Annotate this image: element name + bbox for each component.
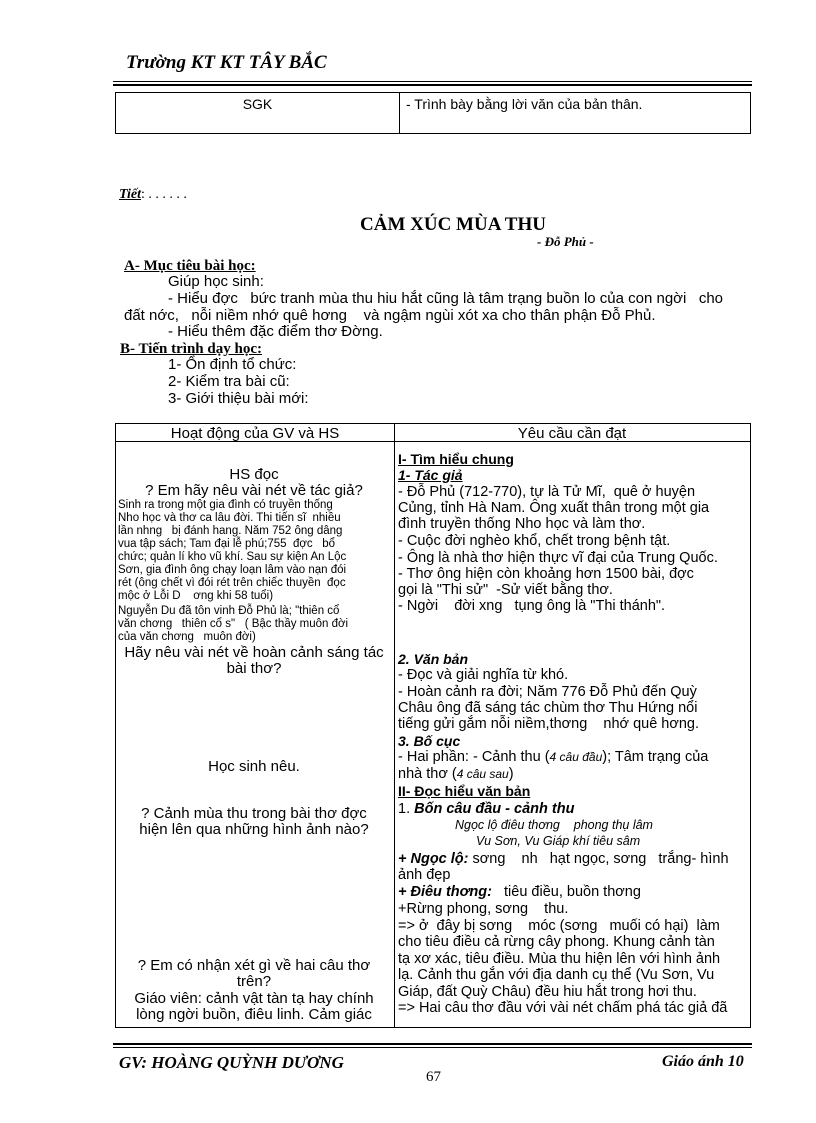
- analysis-line: => ở đây bị sơng móc (sơng muối có hại) làm: [398, 918, 720, 934]
- bio-line: Nguyễn Du đã tôn vinh Đỗ Phủ là; "thiên cổ: [118, 605, 340, 617]
- text-run: nhà thơ (: [398, 766, 457, 782]
- header-divider: [113, 81, 752, 82]
- text-run: 4 câu đầu: [549, 750, 603, 764]
- subsection-first-four: [398, 801, 574, 817]
- analysis-ngoc-lo: [398, 851, 729, 867]
- structure-line: [398, 749, 708, 765]
- text-run: ): [508, 766, 514, 782]
- text-run: 4 câu sau: [456, 767, 509, 781]
- subsection-text: 2. Văn bản: [398, 651, 469, 667]
- fact-line: - Thơ ông hiện còn khoảng hơn 1500 bài, đợc: [398, 566, 694, 582]
- column-header-activities: Hoạt động của GV và HS: [170, 425, 340, 442]
- analysis-line: tạ xơ xác, tiêu điều. Mùa thu hiện lên với hình ảnh: [398, 951, 721, 967]
- objective-line: - Hiểu đợc bức tranh mùa thu hiu hắt cũng là tâm trạng buồn lo của con ngời cho: [168, 290, 724, 307]
- text-run: ); Tâm trạng của: [602, 749, 709, 765]
- objective-line: đất nớc, nỗi niềm nhớ quê hơng và ngậm ngùi xót xa cho thân phận Đỗ Phủ.: [124, 307, 656, 324]
- text-run: 1.: [398, 801, 411, 817]
- question-line: hiện lên qua những hình ảnh nào?: [139, 821, 369, 838]
- fact-line: - Đọc và giải nghĩa từ khó.: [398, 667, 569, 683]
- fact-line: - Ngời đời xng tụng ông là "Thi thánh".: [398, 598, 666, 614]
- header-divider-thick: [113, 84, 752, 86]
- bio-line: văn chơng thiên cổ s" ( Bậc thầy muôn đời: [118, 618, 349, 630]
- analysis-line: cho tiêu điều cả rừng cây phong. Khung cảnh tàn: [398, 934, 715, 950]
- objectives-heading: A- Mục tiêu bài học:: [124, 258, 256, 274]
- question-context: [115, 645, 393, 677]
- table-cell-right: - Trình bày bằng lời văn của bản thân.: [406, 96, 643, 112]
- text-run: Bốn câu đầu - cảnh thu: [414, 801, 575, 817]
- poem-line: Vu Sơn, Vu Giáp khí tiêu sâm: [476, 834, 641, 848]
- column-header-requirements: Yêu cầu cần đạt: [517, 425, 627, 442]
- bio-line: Sơn, gia đình ông chạy loạn lâm vào nạn đói: [118, 564, 347, 576]
- question-line: Hãy nêu vài nét về hoàn cảnh sáng tác: [124, 644, 384, 661]
- table-cell-left: SGK: [242, 96, 273, 112]
- subsection-structure: 3. Bố cục: [398, 733, 461, 749]
- fact-line: - Hoàn cảnh ra đời; Năm 776 Đỗ Phủ đến Quỳ: [398, 684, 697, 700]
- table-column-divider: [399, 93, 400, 133]
- continuation-table: [115, 92, 751, 134]
- text-run: + Điêu thơng:: [398, 884, 492, 900]
- bio-line: chức; quản lí kho vũ khí. Sau sự kiện An Lộc: [118, 551, 347, 563]
- question-line: trên?: [236, 973, 272, 990]
- footer-subject: Giáo ánh 10: [662, 1053, 744, 1070]
- fact-line: gọi là "Thi sử" -Sử viết bằng thơ.: [398, 582, 613, 598]
- question-line: bài thơ?: [226, 660, 282, 677]
- bio-line: vua tập sách; Tam đại lễ phú;755 đợc bổ: [118, 538, 336, 550]
- fact-line: đình truyền thống Nho học và làm thơ.: [398, 516, 646, 532]
- left-hs-doc: HS đọc: [229, 466, 279, 483]
- analysis-line: => Hai câu thơ đầu với vài nét chấm phá tác giả đã: [398, 1000, 728, 1016]
- question-comment: [115, 958, 393, 990]
- process-step: 2- Kiểm tra bài cũ:: [168, 373, 290, 390]
- bio-line: của văn chơng muôn đời): [118, 631, 256, 643]
- teacher-note: [115, 991, 393, 1023]
- bio-line: Nho học và thơ ca lâu đời. Thi tiến sĩ nhiều: [118, 512, 341, 524]
- objectives-intro: Giúp học sinh:: [168, 273, 264, 290]
- subsection-author: 1- Tác giả: [398, 467, 463, 483]
- student-answer: Học sinh nêu.: [208, 758, 300, 775]
- question-author: ? Em hãy nêu vài nét về tác giả?: [145, 482, 363, 499]
- footer-divider-thick: [113, 1043, 752, 1045]
- question-line: ? Cảnh mùa thu trong bài thơ đợc: [141, 805, 367, 822]
- fact-line: tiếng gửi gắm nỗi niềm,thơng nhớ quê hơng.: [398, 716, 700, 732]
- text-run: - Hai phần: - Cảnh thu (: [398, 749, 550, 765]
- teacher-line: lòng ngời buồn, điêu linh. Cảm giác: [136, 1006, 372, 1023]
- school-header: Trường KT KT TÂY BẮC: [126, 52, 327, 73]
- page-number: 67: [426, 1069, 441, 1085]
- analysis-line: ảnh đẹp: [398, 867, 451, 883]
- analysis-line: +Rừng phong, sơng thu.: [398, 901, 569, 917]
- period-dots: : . . . . . .: [141, 187, 187, 202]
- question-line: ? Em có nhận xét gì về hai câu thơ: [137, 957, 371, 974]
- poem-line: Ngọc lộ điêu thơng phong thụ lâm: [455, 818, 653, 832]
- fact-line: - Đỗ Phủ (712-770), tự là Tử Mĩ, quê ở huyện: [398, 484, 696, 500]
- analysis-dieu-thuong: [398, 884, 641, 900]
- bio-line: rét (ông chết vì đói rét trên chiếc thuyền đọc: [118, 577, 346, 589]
- fact-line: Củng, tỉnh Hà Nam. Ông xuất thân trong một gia: [398, 500, 710, 516]
- text-run: sơng nh hạt ngọc, sơng trắng- hình: [468, 851, 729, 867]
- fact-line: - Ông là nhà thơ hiện thực vĩ đại của Trung Quốc.: [398, 550, 718, 566]
- fact-line: - Cuộc đời nghèo khổ, chết trong bệnh tật.: [398, 533, 671, 549]
- lesson-period: [119, 187, 187, 203]
- objective-line: - Hiểu thêm đặc điểm thơ Đờng.: [168, 323, 383, 340]
- structure-line: [398, 766, 514, 782]
- lesson-title: CẢM XÚC MÙA THU: [360, 214, 546, 235]
- question-images: [115, 806, 393, 838]
- footer-teacher: GV: HOÀNG QUỲNH DƯƠNG: [119, 1053, 344, 1072]
- bio-line: mộc ở Lỗi D ơng khi 58 tuổi): [118, 590, 274, 602]
- process-step: 3- Giới thiệu bài mới:: [168, 390, 309, 407]
- bio-line: lần nhng bị đánh hang. Năm 752 ông dâng: [118, 525, 343, 537]
- process-step: 1- Ổn định tổ chức:: [168, 356, 297, 373]
- period-label: Tiết: [119, 187, 142, 202]
- footer-divider: [113, 1047, 752, 1048]
- teacher-line: Giáo viên: cảnh vật tàn tạ hay chính: [134, 990, 374, 1007]
- fact-line: Châu ông đã sáng tác chùm thơ Thu Hứng nổi: [398, 700, 698, 716]
- analysis-line: lạ. Cảnh thu gắn với địa danh cụ thể (Vu Sơn, Vu: [398, 967, 715, 983]
- process-heading: B- Tiến trình dạy học:: [120, 341, 262, 357]
- table-column-divider: [394, 424, 395, 1027]
- section-reading: II- Đọc hiểu văn bản: [398, 783, 531, 799]
- text-run: + Ngọc lộ:: [398, 851, 469, 867]
- analysis-line: Giáp, đất Quỳ Châu) đều hiu hắt trong hơi thu.: [398, 984, 697, 1000]
- section-overview: I- Tìm hiểu chung: [398, 451, 514, 467]
- lesson-author: - Đỗ Phủ -: [537, 234, 594, 249]
- bio-line: Sinh ra trong một gia đình có truyền thống: [118, 499, 333, 511]
- text-run: tiêu điều, buồn thơng: [491, 884, 641, 900]
